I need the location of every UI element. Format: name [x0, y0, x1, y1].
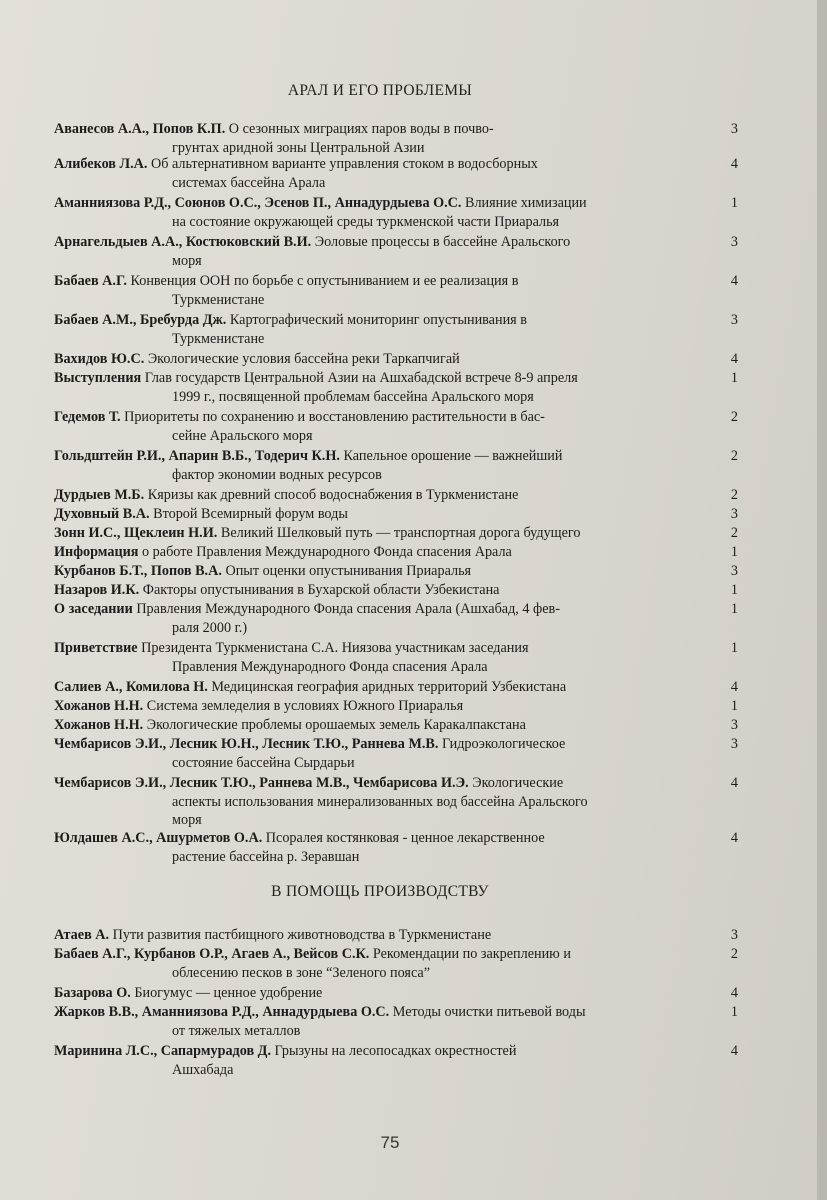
entry-author: Бабаев А.Г., Курбанов О.Р., Агаев А., Вейсов С.К.	[54, 946, 370, 962]
entry-title-line: Псоралея костянковая - ценное лекарственное	[265, 830, 545, 846]
entry-first-line	[54, 194, 704, 213]
entry-issue-number: 2	[730, 448, 738, 464]
entry-first-line	[54, 543, 704, 562]
entry-title-continuation: состояние бассейна Сырдарьи	[172, 754, 355, 771]
entry-title-line: Капельное орошение — важнейший	[343, 448, 563, 464]
toc-entry	[54, 829, 738, 866]
toc-entry	[54, 716, 738, 735]
entry-issue-number: 2	[730, 409, 738, 425]
entry-title-continuation: Ашхабада	[172, 1061, 234, 1078]
entry-author: Гедемов Т.	[54, 409, 121, 425]
entry-author: О заседании	[54, 601, 133, 617]
entry-author: Духовный В.А.	[54, 506, 150, 522]
toc-entry	[54, 408, 738, 445]
entry-issue-number: 3	[730, 506, 738, 522]
entry-author: Бабаев А.Г.	[54, 273, 127, 289]
toc-entry	[54, 350, 738, 369]
entry-first-line	[54, 447, 704, 466]
entry-title-line: Правления Международного Фонда спасения Арала (Ашхабад, 4 фев-	[136, 601, 560, 617]
entry-issue-number: 3	[730, 312, 738, 328]
entry-issue-number: 3	[730, 927, 738, 943]
toc-entry	[54, 272, 738, 309]
entry-title-line: Гидроэкологическое	[441, 736, 566, 752]
entry-title-line: Об альтернативном варианте управления стоком в водосборных	[150, 156, 538, 172]
entry-title-line: Картографический мониторинг опустынивания в	[229, 312, 527, 328]
entry-author: Аванесов А.А., Попов К.П.	[54, 121, 226, 137]
entry-title-continuation: раля 2000 г.)	[172, 619, 248, 636]
toc-entry	[54, 311, 738, 348]
entry-author: Выступления	[54, 370, 142, 386]
entry-title-continuation: Туркменистане	[172, 330, 265, 347]
entry-author: Чембарисов Э.И., Лесник Ю.Н., Лесник Т.Ю., Раннева М.В.	[54, 736, 439, 752]
entry-author: Маринина Л.С., Сапармурадов Д.	[54, 1043, 271, 1059]
entry-issue-number: 3	[730, 717, 738, 733]
toc-entry	[54, 524, 738, 543]
entry-title-line: Экологические проблемы орошаемых земель Каракалпакстана	[146, 717, 526, 733]
entry-issue-number: 1	[730, 601, 738, 617]
entry-author: Арнагельдыев А.А., Костюковский В.И.	[54, 234, 312, 250]
entry-first-line	[54, 311, 704, 330]
entry-first-line	[54, 233, 704, 252]
toc-entry	[54, 194, 738, 231]
entry-issue-number: 4	[730, 679, 738, 695]
entry-author: Гольдштейн Р.И., Апарин В.Б., Тодерич К.Н.	[54, 448, 340, 464]
toc-entry	[54, 600, 738, 637]
toc-entry	[54, 1042, 738, 1079]
entry-first-line	[54, 829, 704, 848]
entry-first-line	[54, 524, 704, 543]
entry-title-continuation: Правления Международного Фонда спасения Арала	[172, 658, 488, 675]
toc-entry	[54, 581, 738, 600]
entry-author: Бабаев А.М., Бребурда Дж.	[54, 312, 227, 328]
entry-issue-number: 2	[730, 946, 738, 962]
entry-author: Алибеков Л.А.	[54, 156, 148, 172]
entry-author: Приветствие	[54, 640, 138, 656]
section-heading-production: В ПОМОЩЬ ПРОИЗВОДСТВУ	[271, 883, 489, 900]
entry-author: Базарова О.	[54, 985, 131, 1001]
page-edge	[817, 0, 827, 1200]
entry-issue-number: 1	[730, 544, 738, 560]
entry-title-continuation: системах бассейна Арала	[172, 174, 326, 191]
entry-author: Курбанов Б.Т., Попов В.А.	[54, 563, 222, 579]
entry-issue-number: 3	[730, 121, 738, 137]
entry-first-line	[54, 1003, 704, 1022]
entry-issue-number: 2	[730, 525, 738, 541]
entry-title-line: Глав государств Центральной Азии на Ашхабадской встрече 8-9 апреля	[144, 370, 578, 386]
entry-issue-number: 3	[730, 563, 738, 579]
page-number: 75	[380, 1133, 400, 1152]
entry-title-line: Пути развития пастбищного животноводства в Туркменистане	[112, 927, 492, 943]
toc-entry	[54, 562, 738, 581]
toc-entry	[54, 155, 738, 192]
entry-title-continuation: Туркменистане	[172, 291, 265, 308]
entry-title-line: Грызуны на лесопосадках окрестностей	[274, 1043, 517, 1059]
toc-entry	[54, 735, 738, 772]
entry-title-line: Биогумус — ценное удобрение	[134, 985, 323, 1001]
entry-author: Жарков В.В., Аманниязова Р.Д., Аннадурдыева О.С.	[54, 1004, 390, 1020]
entry-title-line: Президента Туркменистана С.А. Ниязова участникам заседания	[141, 640, 529, 656]
entry-title-line: Опыт оценки опустынивания Приаралья	[225, 563, 472, 579]
toc-entry	[54, 1003, 738, 1040]
entry-author: Назаров И.К.	[54, 582, 140, 598]
toc-entry	[54, 233, 738, 270]
entry-issue-number: 1	[730, 1004, 738, 1020]
entry-first-line	[54, 697, 704, 716]
entry-issue-number: 4	[730, 830, 738, 846]
entry-title-continuation: на состояние окружающей среды туркменской части Приаралья	[172, 213, 560, 230]
toc-entry	[54, 543, 738, 562]
entry-author: Дурдыев М.Б.	[54, 487, 145, 503]
entry-issue-number: 4	[730, 985, 738, 1001]
entry-title-line: Экологические	[472, 775, 564, 791]
entry-title-continuation: моря	[172, 252, 202, 269]
entry-issue-number: 3	[730, 736, 738, 752]
entry-first-line	[54, 1042, 704, 1061]
entry-title-line: Медицинская география аридных территорий Узбекистана	[211, 679, 567, 695]
entry-title-continuation: облесению песков в зоне “Зеленого пояса”	[172, 964, 431, 981]
entry-title-continuation: фактор экономии водных ресурсов	[172, 466, 382, 483]
entry-author: Хожанов Н.Н.	[54, 717, 144, 733]
entry-author: Юлдашев А.С., Ашурметов О.А.	[54, 830, 263, 846]
entry-title-line: Рекомендации по закреплению и	[372, 946, 571, 962]
entry-title-line: Конвенция ООН по борьбе с опустыниванием и ее реализация в	[130, 273, 519, 289]
entry-title-continuation: моря	[172, 812, 202, 828]
entry-issue-number: 4	[730, 775, 738, 791]
toc-entry	[54, 447, 738, 484]
entry-first-line	[54, 600, 704, 619]
entry-title-line: Влияние химизации	[465, 195, 587, 211]
toc-entry	[54, 639, 738, 676]
entry-author: Информация	[54, 544, 139, 560]
entry-first-line	[54, 272, 704, 291]
entry-title-continuation: от тяжелых металлов	[172, 1022, 301, 1039]
toc-entry	[54, 945, 738, 982]
entry-author: Аманниязова Р.Д., Союнов О.С., Эсенов П., Аннадурдыева О.С.	[54, 195, 462, 211]
entry-first-line	[54, 155, 704, 174]
section-heading-aral: АРАЛ И ЕГО ПРОБЛЕМЫ	[287, 82, 473, 99]
entry-issue-number: 3	[730, 234, 738, 250]
entry-title-line: Второй Всемирный форум воды	[153, 506, 348, 522]
entry-first-line	[54, 562, 704, 581]
entry-issue-number: 1	[730, 640, 738, 656]
entry-issue-number: 4	[730, 351, 738, 367]
entry-first-line	[54, 581, 704, 600]
toc-entry	[54, 678, 738, 697]
entry-title-line: О сезонных миграциях паров воды в почво-	[228, 121, 494, 137]
toc-entry	[54, 984, 738, 1003]
entry-title-line: Приоритеты по сохранению и восстановлению растительности в бас-	[124, 409, 545, 425]
entry-author: Атаев А.	[54, 927, 110, 943]
entry-title-line: Система земледелия в условиях Южного Приаралья	[146, 698, 464, 714]
entry-issue-number: 1	[730, 195, 738, 211]
entry-author: Зонн И.С., Щеклеин Н.И.	[54, 525, 218, 541]
entry-title-line: Великий Шелковый путь — транспортная дорога будущего	[220, 525, 581, 541]
toc-entry	[54, 774, 738, 830]
entry-issue-number: 2	[730, 487, 738, 503]
entry-first-line	[54, 639, 704, 658]
toc-entry	[54, 926, 738, 945]
entry-author: Салиев А., Комилова Н.	[54, 679, 208, 695]
entry-author: Вахидов Ю.С.	[54, 351, 145, 367]
entry-issue-number: 1	[730, 582, 738, 598]
entry-first-line	[54, 350, 704, 369]
toc-entry	[54, 120, 738, 157]
entry-title-line: Экологические условия бассейна реки Таркапчигай	[147, 351, 460, 367]
entry-title-continuation: растение бассейна р. Зеравшан	[172, 848, 360, 865]
entry-title-continuation: сейне Аральского моря	[172, 427, 313, 444]
entry-title-line: Методы очистки питьевой воды	[392, 1004, 586, 1020]
entry-issue-number: 4	[730, 1043, 738, 1059]
entry-first-line	[54, 369, 704, 388]
toc-entry	[54, 369, 738, 406]
entry-author: Чембарисов Э.И., Лесник Т.Ю., Раннева М.В., Чембарисова И.Э.	[54, 775, 469, 791]
entry-first-line	[54, 505, 704, 524]
entry-first-line	[54, 120, 704, 139]
entry-title-line: о работе Правления Международного Фонда спасения Арала	[142, 544, 512, 560]
entry-author: Хожанов Н.Н.	[54, 698, 144, 714]
entry-first-line	[54, 774, 704, 793]
toc-entry	[54, 486, 738, 505]
toc-entry	[54, 697, 738, 716]
entry-first-line	[54, 984, 704, 1003]
entry-title-line: Факторы опустынивания в Бухарской области Узбекистана	[142, 582, 500, 598]
entry-first-line	[54, 926, 704, 945]
entry-first-line	[54, 408, 704, 427]
entry-title-line: Кяризы как древний способ водоснабжения в Туркменистане	[147, 487, 519, 503]
entry-first-line	[54, 716, 704, 735]
entry-first-line	[54, 486, 704, 505]
entry-issue-number: 4	[730, 156, 738, 172]
entry-first-line	[54, 945, 704, 964]
entry-title-continuation: грунтах аридной зоны Центральной Азии	[172, 139, 425, 156]
entry-title-continuation: аспекты использования минерализованных вод бассейна Аральского	[172, 793, 588, 810]
entry-issue-number: 1	[730, 698, 738, 714]
toc-entry	[54, 505, 738, 524]
entry-first-line	[54, 678, 704, 697]
entry-first-line	[54, 735, 704, 754]
entry-title-line: Эоловые процессы в бассейне Аральского	[314, 234, 571, 250]
entry-issue-number: 4	[730, 273, 738, 289]
entry-issue-number: 1	[730, 370, 738, 386]
entry-title-continuation: 1999 г., посвященной проблемам бассейна Аральского моря	[172, 388, 534, 405]
